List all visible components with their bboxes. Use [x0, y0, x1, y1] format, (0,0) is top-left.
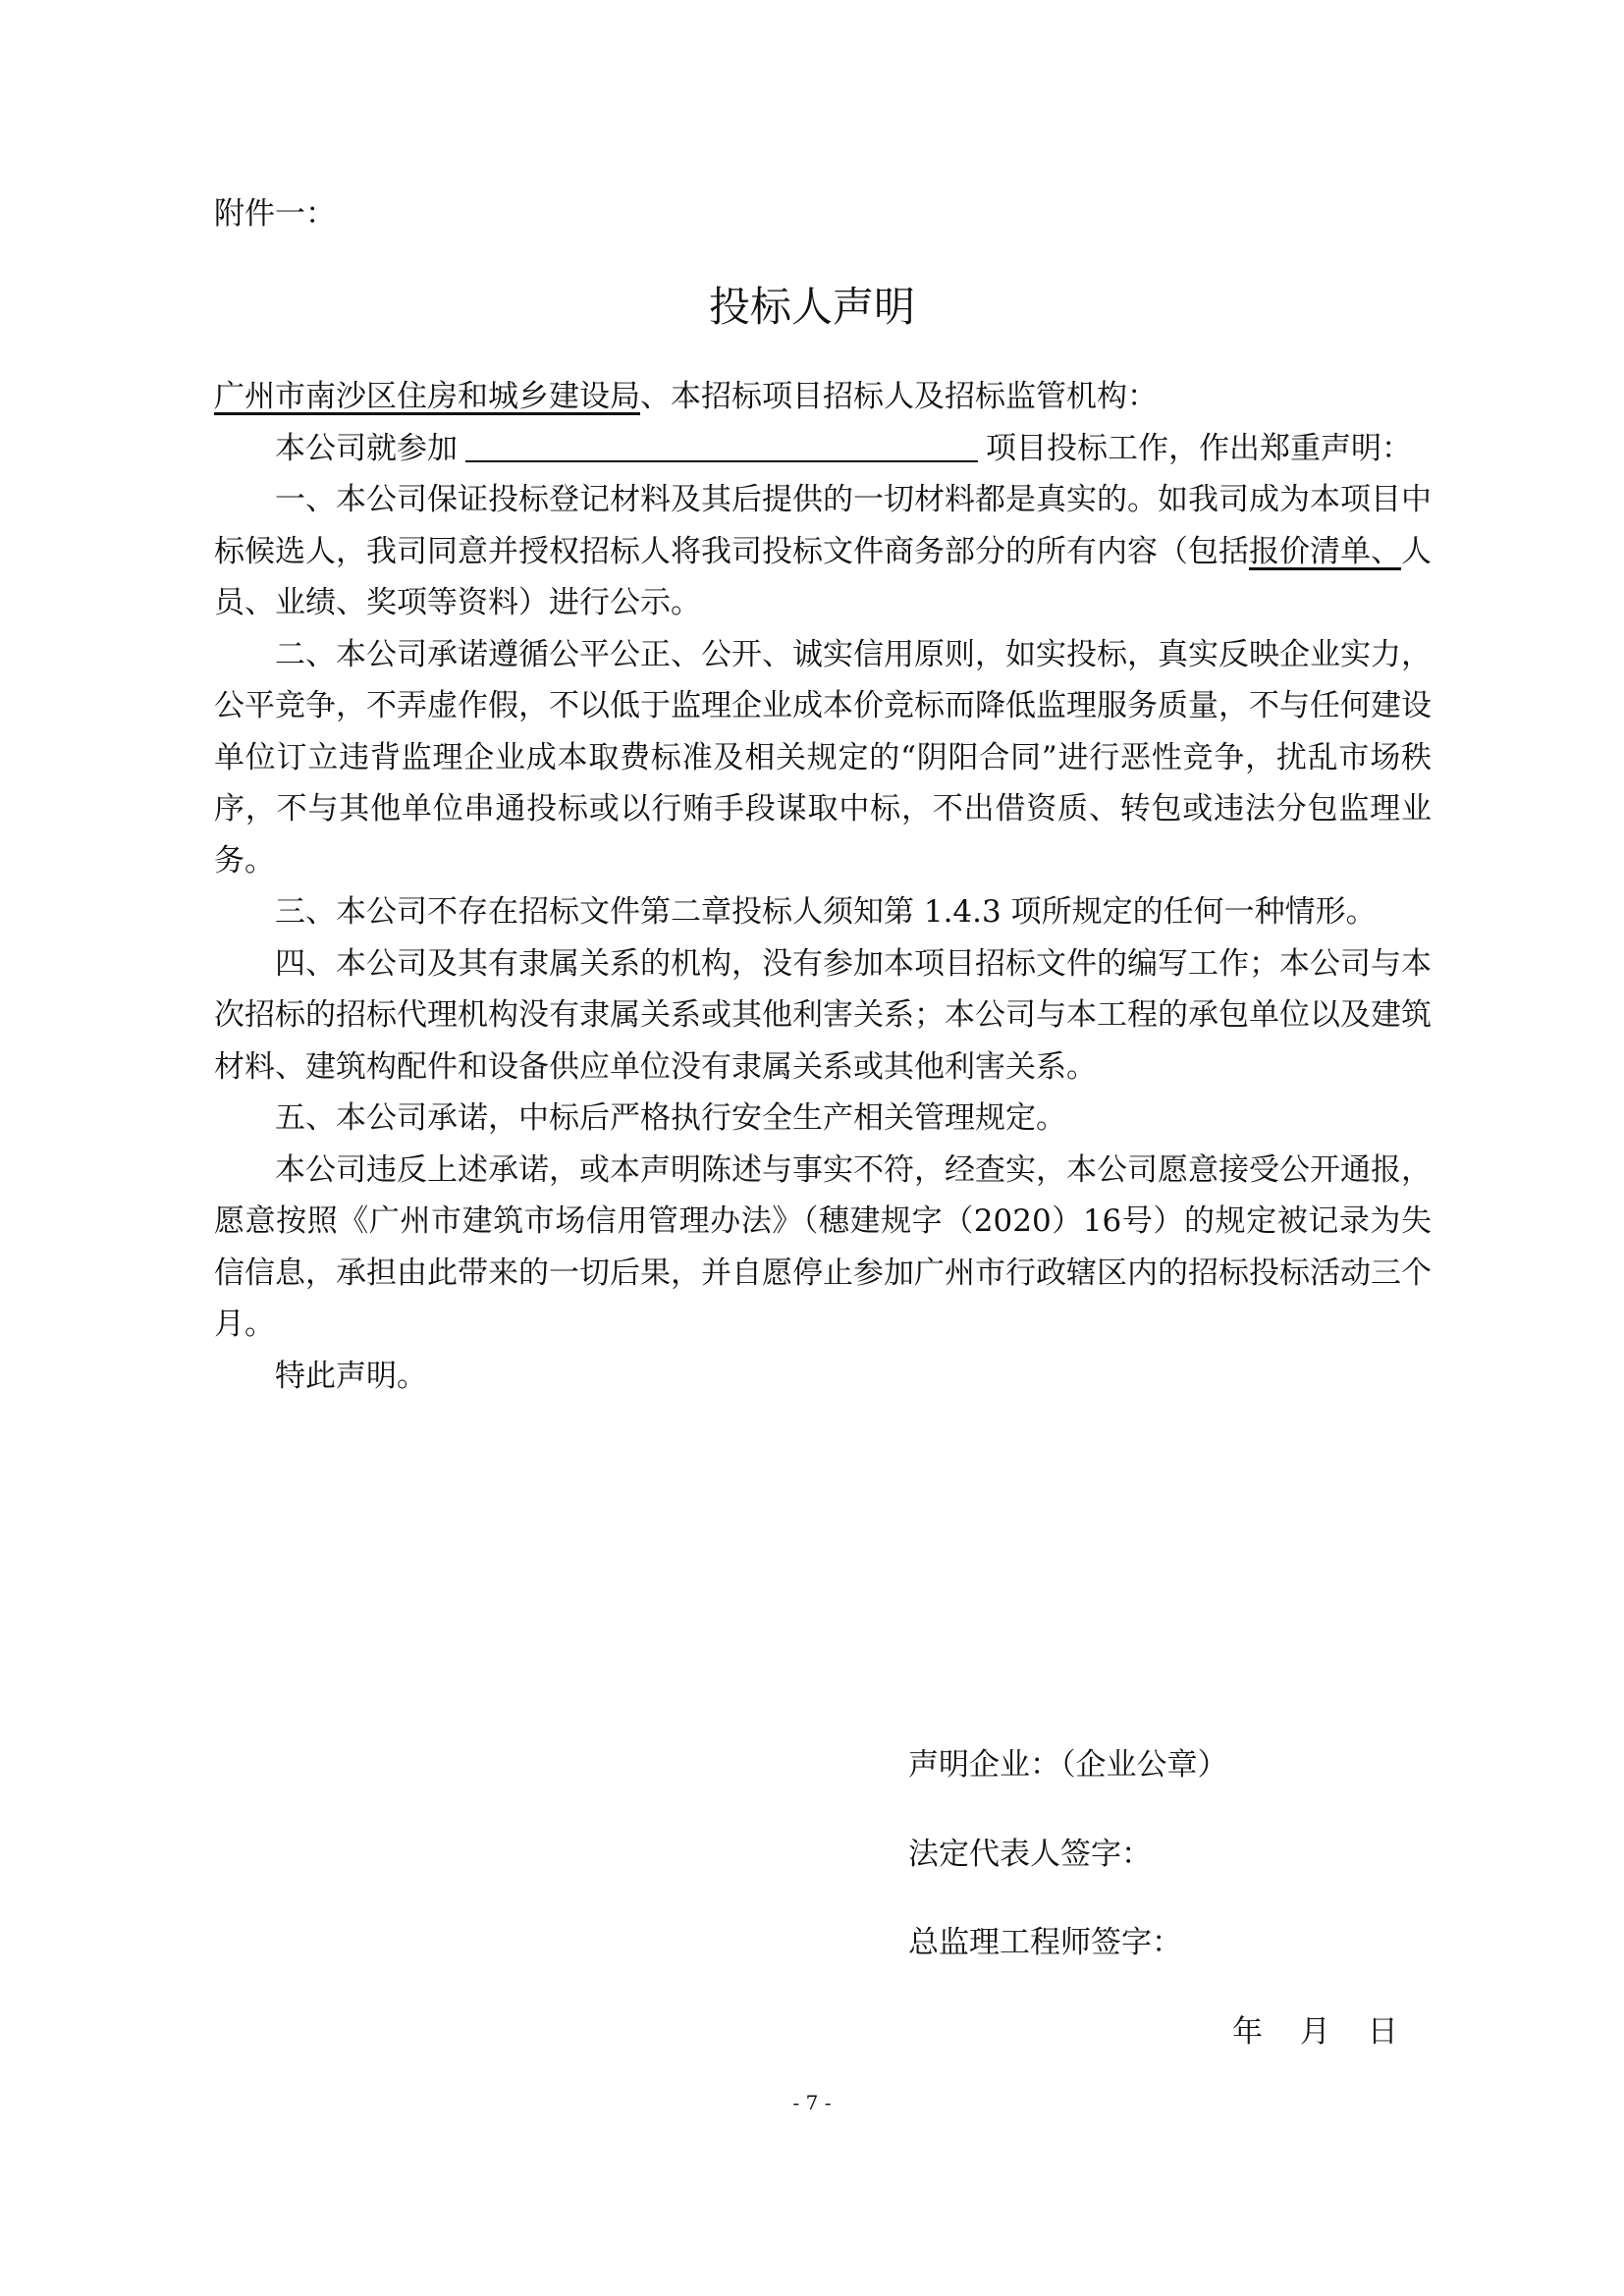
project-name-blank[interactable] [465, 431, 978, 462]
consequence-paragraph: 本公司违反上述承诺，或本声明陈述与事实不符，经查实，本公司愿意接受公开通报，愿意按照《广州市建筑市场信用管理办法》（穗建规字（2020）16号）的规定被记录为失信信息，承担由此带来的一切后果，并自愿停止参加广州市行政辖区内的招标投标活动三个月。 [214, 1151, 1432, 1342]
intro-paragraph [214, 423, 1432, 475]
recipient-line [214, 371, 1432, 423]
page-title: 投标人声明 [708, 283, 915, 331]
declaration-body [214, 371, 1432, 1402]
signature-company: 声明企业：（企业公章） [908, 1747, 1228, 1783]
clause-1-text-end: 人员、业绩、奖项等资料）进行公示。 [214, 533, 1432, 620]
clause-5: 五、本公司承诺，中标后严格执行安全生产相关管理规定。 [275, 1100, 1066, 1136]
clause-3: 三、本公司不存在招标文件第二章投标人须知第 1.4.3 项所规定的任何一种情形。 [275, 894, 1377, 930]
recipient-rest: 、本招标项目招标人及招标监管机构： [640, 379, 1158, 414]
attachment-label: 附件一： [214, 196, 336, 232]
clause-1-text: 一、本公司保证投标登记材料及其后提供的一切材料都是真实的。如我司成为本项目中标候选人，我司同意并授权招标人将我司投标文件商务部分的所有内容（包括 [214, 482, 1432, 569]
recipient-organization: 广州市南沙区住房和城乡建设局 [214, 379, 640, 414]
clause-1 [214, 474, 1432, 629]
intro-before-blank: 本公司就参加 [275, 430, 458, 466]
clause-1-underlined: 报价清单、 [1249, 533, 1401, 569]
closing-line: 特此声明。 [275, 1358, 427, 1394]
clause-4: 四、本公司及其有隶属关系的机构，没有参加本项目招标文件的编写工作；本公司与本次招标的招标代理机构没有隶属关系或其他利害关系；本公司与本工程的承包单位以及建筑材料、建筑构配件和设备供应单位没有隶属关系或其他利害关系。 [214, 945, 1432, 1085]
signature-legal-representative: 法定代表人签字： [908, 1837, 1152, 1872]
date-line: 年 月 日 [1232, 2014, 1398, 2050]
clause-2: 二、本公司承诺遵循公平公正、公开、诚实信用原则，如实投标，真实反映企业实力，公平竞争，不弄虚作假，不以低于监理企业成本价竞标而降低监理服务质量，不与任何建设单位订立违背监理企业成本取费标准及相关规定的“阴阳合同”进行恶性竞争，扰乱市场秩序，不与其他单位串通投标或以行贿手段谋取中标，不出借资质、转包或违法分包监理业务。 [214, 636, 1432, 879]
intro-after-blank: 项目投标工作，作出郑重声明： [986, 430, 1412, 466]
page-number: - 7 - [792, 2091, 832, 2114]
signature-chief-engineer: 总监理工程师签字： [908, 1925, 1182, 1960]
